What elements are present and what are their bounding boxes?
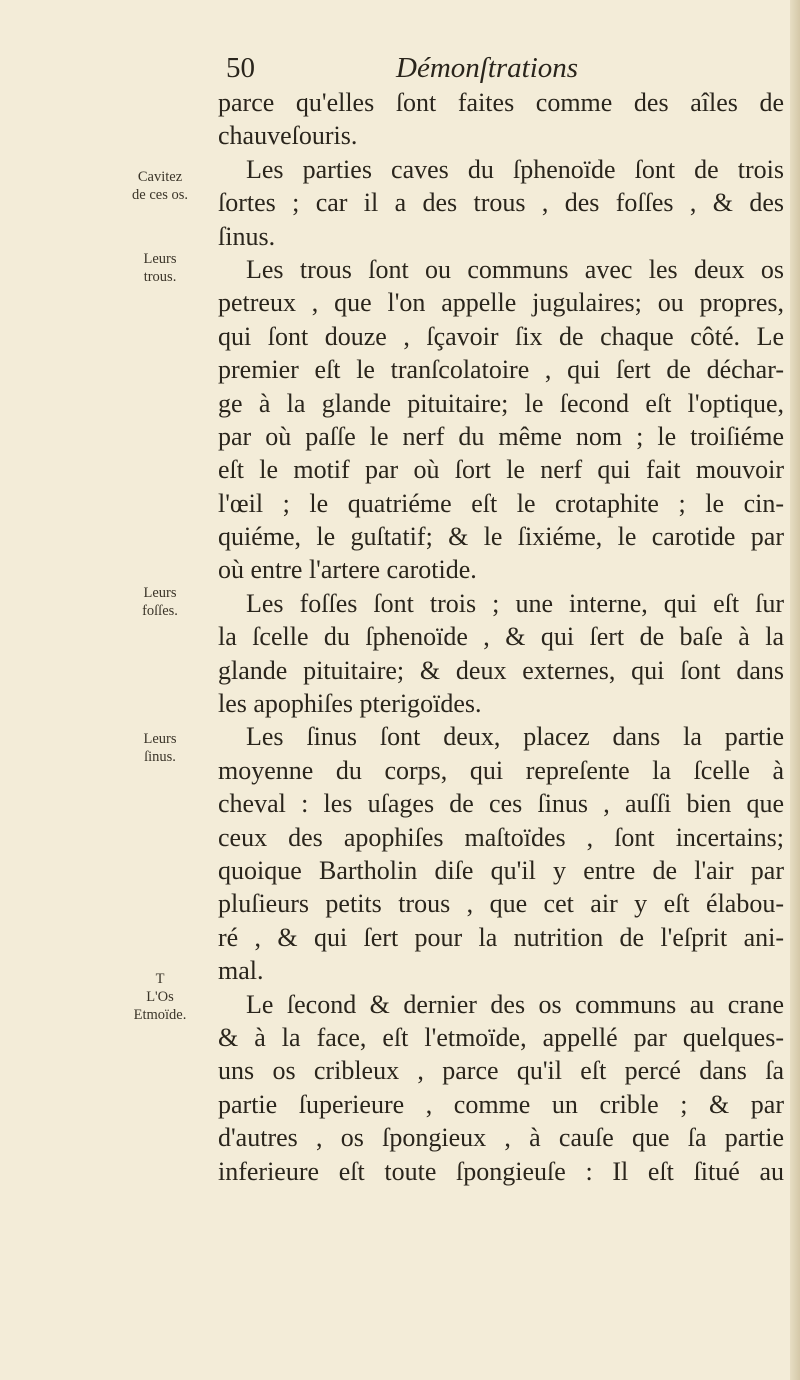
text-line: Les ſinus ſont deux, placez dans la partie	[246, 722, 784, 752]
margin-note-line: de ces os.	[132, 187, 188, 203]
text-line: qui ſont douze , ſçavoir ſix de chaque côté. Le	[218, 321, 784, 351]
text-line: ceux des apophiſes maſtoïdes , ſont incertains;	[218, 822, 784, 852]
text-line: glande pituitaire; & deux externes, qui ſont dans	[218, 655, 784, 685]
text-line: d'autres , os ſpongieux , à cauſe que ſa partie	[218, 1123, 784, 1153]
text-line: moyenne du corps, qui repreſente la ſcelle à	[218, 755, 784, 785]
margin-note-line: foſſes.	[142, 603, 178, 619]
text-line: ge à la glande pituitaire; le ſecond eſt l'optique,	[218, 388, 784, 418]
text-line: Les parties caves du ſphenoïde ſont de trois	[246, 154, 784, 184]
text-line: eſt le motif par où ſort le nerf qui fait mouvoir	[218, 455, 784, 485]
margin-note-line: trous.	[143, 269, 177, 285]
text-line: pluſieurs petits trous , que cet air y eſt élabou-	[218, 889, 784, 919]
page-edge	[790, 0, 800, 1380]
margin-note-line: Etmoïde.	[133, 1007, 187, 1023]
margin-note-line: T	[155, 971, 165, 987]
text-line: ré , & qui ſert pour la nutrition de l'eſprit ani-	[218, 922, 784, 952]
text-line: où entre l'artere carotide.	[218, 555, 477, 585]
margin-note-cavities	[108, 168, 212, 204]
text-line: ſortes ; car il a des trous , des foſſes , & des	[218, 188, 784, 218]
text-line: petreux , que l'on appelle jugulaires; ou propres,	[218, 288, 784, 318]
text-line: Les trous ſont ou communs avec les deux os	[246, 254, 784, 284]
margin-note-line: ſinus.	[144, 749, 176, 765]
margin-note-line: Leurs	[143, 731, 177, 747]
text-line: uns os cribleux , parce qu'il eſt percé dans ſa	[218, 1056, 784, 1086]
text-line: chauveſouris.	[218, 121, 358, 151]
margin-note-sinuses	[108, 730, 212, 766]
margin-note-line: Cavitez	[137, 169, 183, 185]
text-line: parce qu'elles ſont faites comme des aîles de	[218, 88, 784, 117]
text-line: les apophiſes pterigoïdes.	[218, 689, 482, 719]
text-line: quoique Bartholin diſe qu'il y entre de l'air par	[218, 855, 784, 885]
margin-note-line: L'Os	[146, 989, 174, 1005]
text-line: Le ſecond & dernier des os communs au crane	[246, 989, 784, 1019]
text-line: & à la face, eſt l'etmoïde, appellé par quelques-	[218, 1022, 784, 1052]
margin-note-ethmoid	[108, 970, 212, 1024]
text-line: inferieure eſt toute ſpongieuſe : Il eſt ſitué au	[218, 1156, 784, 1186]
text-line: mal.	[218, 956, 264, 986]
text-line: l'œil ; le quatriéme eſt le crotaphite ; le cin-	[218, 488, 784, 518]
margin-note-holes	[108, 250, 212, 286]
page-number: 50	[226, 52, 255, 84]
text-line: ſinus.	[218, 221, 276, 251]
text-line: cheval : les uſages de ces ſinus , auſſi bien que	[218, 789, 784, 819]
text-line: partie ſuperieure , comme un crible ; & par	[218, 1089, 784, 1119]
text-line: quiéme, le guſtatif; & le ſixiéme, le carotide par	[218, 522, 784, 552]
body-text	[218, 86, 784, 1188]
text-line: la ſcelle du ſphenoïde , & qui ſert de baſe à la	[218, 622, 784, 652]
margin-note-line: Leurs	[143, 585, 177, 601]
margin-note-fossae	[108, 584, 212, 620]
margin-note-line: Leurs	[143, 251, 177, 267]
text-line: Les foſſes ſont trois ; une interne, qui eſt ſur	[246, 588, 784, 618]
running-title: Démonſtrations	[396, 52, 579, 84]
text-line: par où paſſe le nerf du même nom ; le troiſiéme	[218, 421, 784, 451]
text-line: premier eſt le tranſcolatoire , qui ſert de déchar-	[218, 355, 784, 385]
